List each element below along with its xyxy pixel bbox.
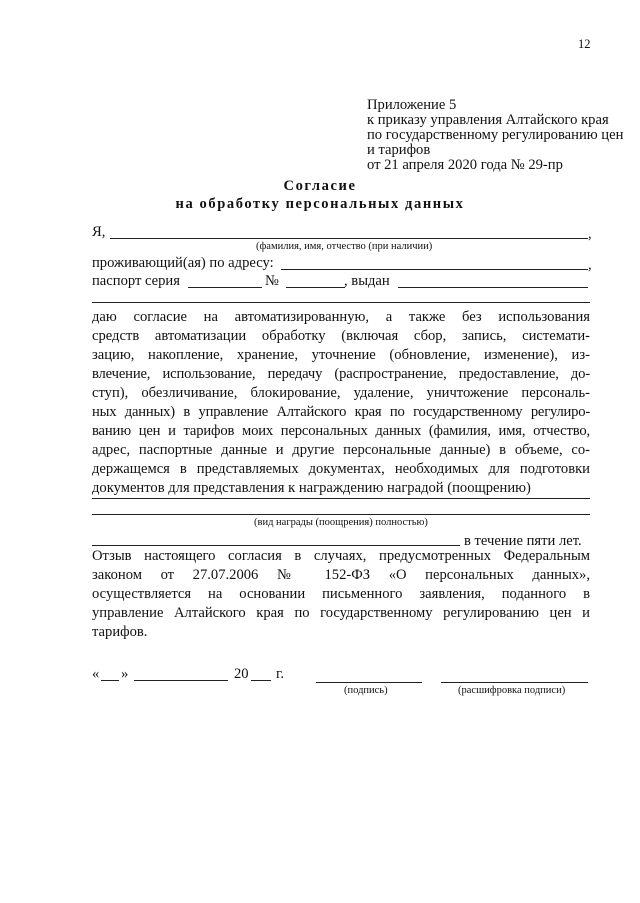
passport-series-label: паспорт серия bbox=[92, 273, 180, 289]
page-number: 12 bbox=[578, 37, 591, 51]
paragraph-line: ступ), обезличивание, блокирование, удаление, уничтожение персональ- bbox=[92, 385, 590, 401]
paragraph-line: управление Алтайского края по государственному регулированию цен и bbox=[92, 605, 590, 621]
paragraph-line: ных данных) в управление Алтайского края по государственному регулиро- bbox=[92, 404, 590, 420]
appendix-line: к приказу управления Алтайского края bbox=[367, 112, 609, 128]
i-label: Я, bbox=[92, 224, 106, 240]
paragraph-line: документов для представления к награждению наградой (поощрению) bbox=[92, 480, 531, 496]
year-field[interactable] bbox=[251, 680, 271, 681]
period-text: в течение пяти лет. bbox=[464, 533, 582, 549]
year-suffix: г. bbox=[276, 666, 284, 682]
paragraph-line: тарифов. bbox=[92, 624, 148, 640]
award-field-continued[interactable] bbox=[92, 514, 590, 515]
issued-label: , выдан bbox=[344, 273, 390, 289]
passport-number-field[interactable] bbox=[286, 287, 345, 288]
award-field-end[interactable] bbox=[92, 545, 460, 546]
appendix-line: и тарифов bbox=[367, 142, 431, 158]
paragraph-line: осуществляется на основании письменного заявления, поданного в bbox=[92, 586, 590, 602]
paragraph-line: влечение, использование, передачу (распространение, предоставление, до- bbox=[92, 366, 590, 382]
signature-decryption-field[interactable] bbox=[441, 682, 588, 683]
passport-number-label: № bbox=[265, 273, 279, 289]
issued-by-field[interactable] bbox=[398, 287, 588, 288]
paragraph-line: адрес, паспортные данные и другие персональные данные) в объеме, со- bbox=[92, 442, 590, 458]
award-field[interactable] bbox=[92, 498, 590, 499]
appendix-line: от 21 апреля 2020 года № 29-пр bbox=[367, 157, 563, 173]
date-quote-open: « bbox=[92, 666, 100, 682]
signature-field[interactable] bbox=[316, 682, 422, 683]
address-field[interactable] bbox=[281, 269, 588, 270]
award-caption: (вид награды (поощрения) полностью) bbox=[254, 517, 428, 528]
address-label: проживающий(ая) по адресу: bbox=[92, 255, 274, 271]
year-prefix: 20 bbox=[234, 666, 249, 682]
signature-caption: (подпись) bbox=[344, 685, 388, 696]
comma: , bbox=[588, 257, 592, 273]
paragraph-line: держащемся в представляемых документах, необходимых для подготовки bbox=[92, 461, 590, 477]
appendix-line: по государственному регулированию цен bbox=[367, 127, 624, 143]
paragraph-line: средств автоматизации обработку (включая сбор, запись, системати- bbox=[92, 328, 590, 344]
full-name-caption: (фамилия, имя, отчество (при наличии) bbox=[256, 241, 433, 252]
passport-series-field[interactable] bbox=[188, 287, 262, 288]
paragraph-line: Отзыв настоящего согласия в случаях, предусмотренных Федеральным bbox=[92, 548, 590, 564]
paragraph-line: зацию, накопление, хранение, уточнение (обновление, изменение), из- bbox=[92, 347, 590, 363]
paragraph-line: даю согласие на автоматизированную, а также без использования bbox=[92, 309, 590, 325]
month-field[interactable] bbox=[134, 680, 228, 681]
document-subtitle: на обработку персональных данных bbox=[175, 196, 465, 212]
paragraph-line: законом от 27.07.2006 № 152-ФЗ «О персональных данных», bbox=[92, 567, 590, 583]
full-name-field[interactable] bbox=[110, 238, 588, 239]
day-field[interactable] bbox=[101, 680, 119, 681]
issued-by-field-continued[interactable] bbox=[92, 302, 590, 303]
paragraph-line: ванию цен и тарифов моих персональных данных (фамилия, имя, отчество, bbox=[92, 423, 590, 439]
document-title: Согласие bbox=[283, 178, 357, 194]
appendix-line: Приложение 5 bbox=[367, 97, 457, 113]
signature-decryption-caption: (расшифровка подписи) bbox=[458, 685, 566, 696]
comma: , bbox=[588, 226, 592, 242]
date-quote-close: » bbox=[121, 666, 129, 682]
